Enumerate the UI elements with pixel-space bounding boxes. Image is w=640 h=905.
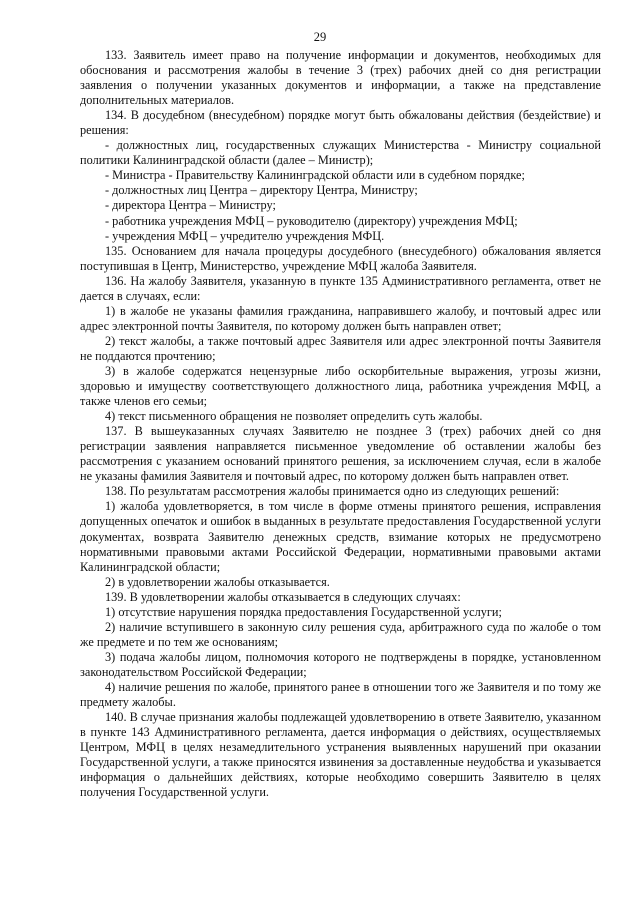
- list-item: - должностных лиц, государственных служащих Министерства - Министру социальной политики Калининградской области (далее – Министр);: [80, 138, 601, 168]
- page-number: 29: [313, 30, 327, 44]
- list-item: - Министра - Правительству Калининградской области или в судебном порядке;: [105, 168, 525, 183]
- paragraph-140: 140. В случае признания жалобы подлежащей удовлетворению в ответе Заявителю, указанном в пункте 143 Административного регламента, дается информация о действиях, осуществляемых Центром, МФЦ в целях незамедлительного устранения выявленных нарушений при оказании Государственной услуги, а также приносятся извинения за доставленные неудобства и указывается информация о дальнейших действиях, которые необходимо совершить Заявителю в целях получения Государственной услуги.: [80, 710, 601, 800]
- list-item: 2) текст жалобы, а также почтовый адрес Заявителя или адрес электронной почты Заявителя не поддаются прочтению;: [80, 333, 601, 363]
- paragraph-133: 133. Заявитель имеет право на получение информации и документов, необходимых для обоснования и рассмотрения жалобы в течение 3 (трех) рабочих дней со дня регистрации заявления о получении указанных документов и информации, а также на представление дополнительных материалов.: [80, 48, 601, 108]
- list-item: - должностных лиц Центра – директору Центра, Министру;: [105, 183, 418, 198]
- list-item: 4) текст письменного обращения не позволяет определить суть жалобы.: [105, 409, 483, 424]
- list-item: 4) наличие решения по жалобе, принятого ранее в отношении того же Заявителя и по тому же предмету жалобы.: [80, 679, 601, 710]
- document-body: [80, 48, 601, 800]
- list-item: 3) подача жалобы лицом, полномочия которого не подтверждены в порядке, установленном законодательством Российской Федерации;: [80, 649, 601, 679]
- paragraph-139: 139. В удовлетворении жалобы отказывается в следующих случаях:: [105, 589, 461, 604]
- paragraph-137: 137. В вышеуказанных случаях Заявителю не позднее 3 (трех) рабочих дней со дня регистрации заявления направляется письменное уведомление об оставлении жалобы без рассмотрения с указанием оснований принятого решения, за исключением случая, если в жалобе не указаны фамилия Заявителя и почтовый адрес, по которому должен быть направлен ответ.: [80, 424, 601, 484]
- list-item: 1) отсутствие нарушения порядка предоставления Государственной услуги;: [105, 604, 502, 619]
- list-item: 2) в удовлетворении жалобы отказывается.: [105, 574, 330, 589]
- list-item: - учреждения МФЦ – учредителю учреждения МФЦ.: [105, 228, 385, 243]
- list-item: - работника учреждения МФЦ – руководителю (директору) учреждения МФЦ;: [105, 213, 518, 228]
- paragraph-138: 138. По результатам рассмотрения жалобы принимается одно из следующих решений:: [105, 484, 560, 499]
- paragraph-136: 136. На жалобу Заявителя, указанную в пункте 135 Административного регламента, ответ не дается в случаях, если:: [80, 273, 601, 303]
- list-item: 2) наличие вступившего в законную силу решения суда, арбитражного суда по жалобе о том же предмете и по тем же основаниям;: [80, 619, 601, 649]
- list-item: 1) в жалобе не указаны фамилия гражданина, направившего жалобу, и почтовый адрес или адрес электронной почты Заявителя, по которому должен быть направлен ответ;: [80, 303, 601, 333]
- paragraph-135: 135. Основанием для начала процедуры досудебного (внесудебного) обжалования является поступившая в Центр, Министерство, учреждение МФЦ жалоба Заявителя.: [80, 243, 601, 273]
- list-item: - директора Центра – Министру;: [105, 198, 276, 213]
- list-item: 1) жалоба удовлетворяется, в том числе в форме отмены принятого решения, исправления допущенных опечаток и ошибок в выданных в результате предоставления Государственной услуги документах, возврата Заявителю денежных средств, взимание которых не предусмотрено нормативными правовыми актами Российской Федерации, нормативными правовыми актами Калининградской области;: [80, 499, 601, 574]
- list-item: 3) в жалобе содержатся нецензурные либо оскорбительные выражения, угрозы жизни, здоровью и имуществу соответствующего должностного лица, работника учреждения МФЦ, а также членов его семьи;: [80, 363, 601, 409]
- paragraph-134: 134. В досудебном (внесудебном) порядке могут быть обжалованы действия (бездействие) и решения:: [80, 108, 601, 138]
